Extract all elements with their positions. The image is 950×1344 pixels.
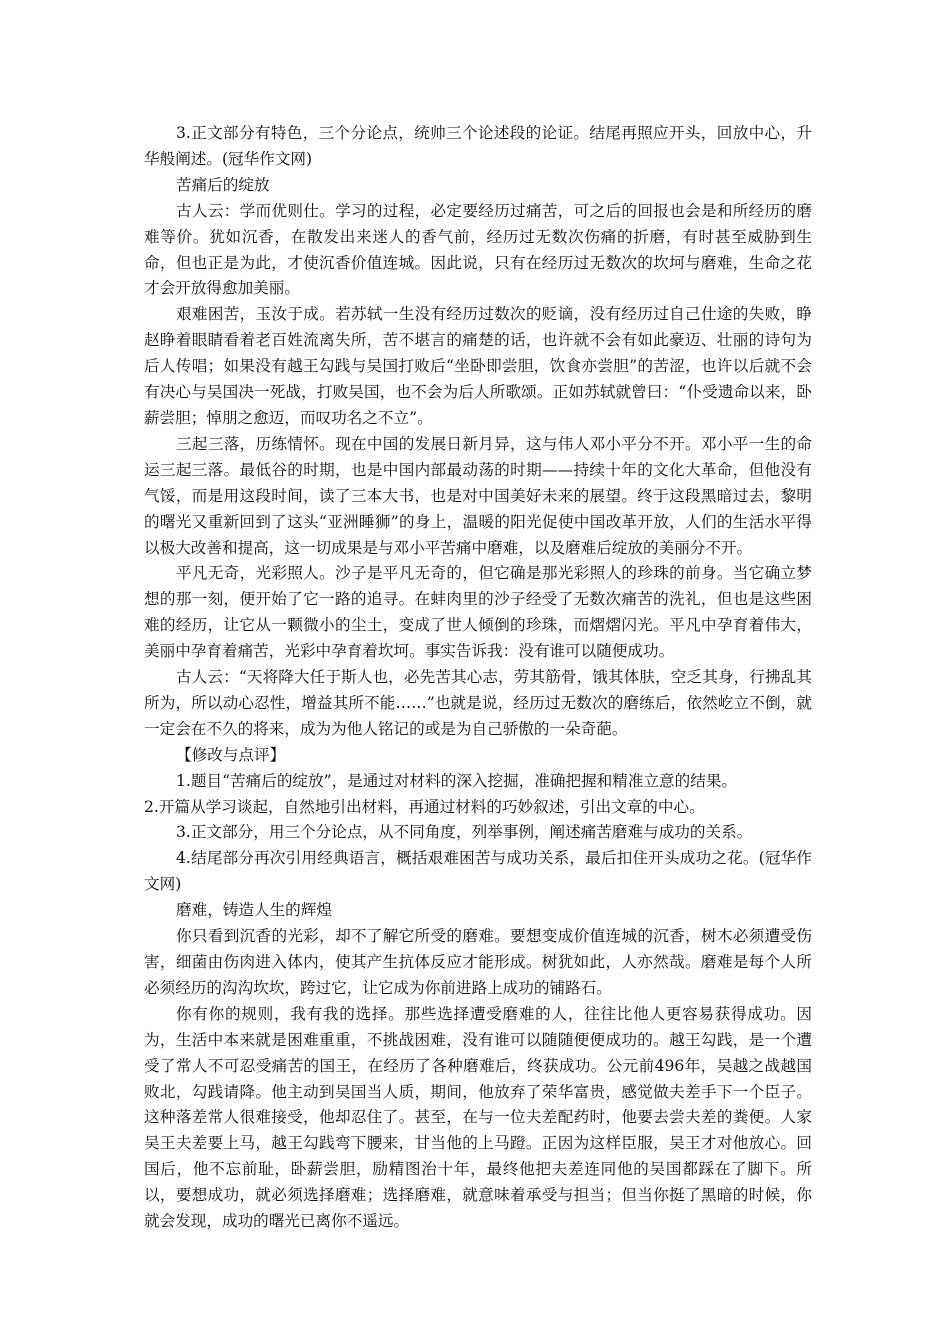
paragraph: 你有你的规则，我有我的选择。那些选择遭受磨难的人，往往比他人更容易获得成功。因为，生活中本来就是困难重重，不挑战困难，没有谁可以随随便便成功的。越王勾践，是一个遭受了常人不可忍受痛苦的国王，在经历了各种磨难后，终获成功。公元前496年，吴越之战越国败北，勾践请降。他主动到吴国当人质，期间，他放弃了荣华富贵，感觉做夫差手下一个臣子。这种落差常人很难接受，他却忍住了。甚至，在与一位夫差配药时，他要去尝夫差的粪便。人家吴王夫差要上马，越王勾践弯下腰来，甘当他的上马蹬。正因为这样臣服，吴王才对他放心。回国后，他不忘前耻，卧薪尝胆，励精图治十年，最终他把夫差连同他的吴国都踩在了脚下。所以，要想成功，就必须选择磨难；选择磨难，就意味着承受与担当；但当你挺了黑暗的时候，你就会发现，成功的曙光已离你不遥远。 — [144, 1004, 812, 1231]
document-body — [144, 121, 812, 1235]
paragraph: 艰难困苦，玉汝于成。若苏轼一生没有经历过数次的贬谪，没有经历过自己仕途的失败，睁赵睁着眼睛看着老百姓流离失所，苦不堪言的痛楚的话，也许就不会有如此豪迈、壮丽的诗句为后人传唱；如果没有越王勾践与吴国打败后“坐卧即尝胆，饮食亦尝胆”的苦涩，也许以后就不会有决心与吴国决一死战，打败吴国，也不会为后人所歌颂。正如苏轼就曾曰：“仆受遗命以来，卧薪尝胆；悼朋之愈迈，而叹功名之不立”。 — [144, 305, 812, 427]
review-item-2: 2.开篇从学习谈起，自然地引出材料，再通过材料的巧妙叙述，引出文章的中心。 — [144, 797, 705, 816]
essay-title-2: 磨难，铸造人生的辉煌 — [176, 901, 332, 920]
paragraph: 平凡无奇，光彩照人。沙子是平凡无奇的，但它确是那光彩照人的珍珠的前身。当它确立梦想的那一刻，便开始了它一路的追寻。在蚌肉里的沙子经受了无数次痛苦的洗礼，但也是这些困难的经历，让它从一颗微小的尘土，变成了世人倾倒的珍珠，而熠熠闪光。平凡中孕育着伟大，美丽中孕育着痛苦，光彩中孕育着坎坷。事实告诉我：没有谁可以随便成功。 — [144, 564, 812, 661]
review-heading: 【修改与点评】 — [176, 745, 286, 764]
paragraph: 古人云：“天将降大任于斯人也，必先苦其心志，劳其筋骨，饿其体肤，空乏其身，行拂乱其所为，所以动心忍性，增益其所不能……”也就是说，经历过无数次的磨练后，依然屹立不倒，就一定会在不久的将来，成为为他人铭记的或是为自己骄傲的一朵奇葩。 — [144, 668, 812, 738]
paragraph-comment-3: 3.正文部分有特色，三个分论点，统帅三个论述段的论证。结尾再照应开头，回放中心，升华般阐述。(冠华作文网) — [144, 124, 812, 168]
paragraph: 古人云：学而优则仕。学习的过程，必定要经历过痛苦，可之后的回报也会是和所经历的磨难等价。犹如沉香，在散发出来迷人的香气前，经历过无数次伤痛的折磨，有时甚至威胁到生命，但也正是为此，才使沉香价值连城。因此说，只有在经历过无数次的坎坷与磨难，生命之花才会开放得愈加美丽。 — [144, 201, 812, 298]
review-item-1: 1.题目“苦痛后的绽放”，是通过对材料的深入挖掘，准确把握和精准立意的结果。 — [176, 771, 738, 790]
review-item-3: 3.正文部分，用三个分论点，从不同角度，列举事例，阐述痛苦磨难与成功的关系。 — [176, 823, 753, 842]
paragraph: 你只看到沉香的光彩，却不了解它所受的磨难。要想变成价值连城的沉香，树木必须遭受伤害，细菌由伤肉进入体内，使其产生抗体反应才能形成。树犹如此，人亦然哉。磨难是每个人所必须经历的沟沟坎坎，跨过它，让它成为你前进路上成功的铺路石。 — [144, 927, 812, 997]
paragraph: 三起三落，历练情怀。现在中国的发展日新月异，这与伟人邓小平分不开。邓小平一生的命运三起三落。最低谷的时期，也是中国内部最动荡的时期——持续十年的文化大革命，但他没有气馁，而是用这段时间，读了三本大书，也是对中国美好未来的展望。终于这段黑暗过去，黎明的曙光又重新回到了这头“亚洲睡狮”的身上，温暖的阳光促使中国改革开放，人们的生活水平得以极大改善和提高，这一切成果是与邓小平苦痛中磨难，以及磨难后绽放的美丽分不开。 — [144, 434, 812, 557]
essay-title-1: 苦痛后的绽放 — [176, 175, 270, 194]
review-item-4: 4.结尾部分再次引用经典语言，概括艰难困苦与成功关系，最后扣住开头成功之花。(冠华作文网) — [144, 849, 812, 894]
